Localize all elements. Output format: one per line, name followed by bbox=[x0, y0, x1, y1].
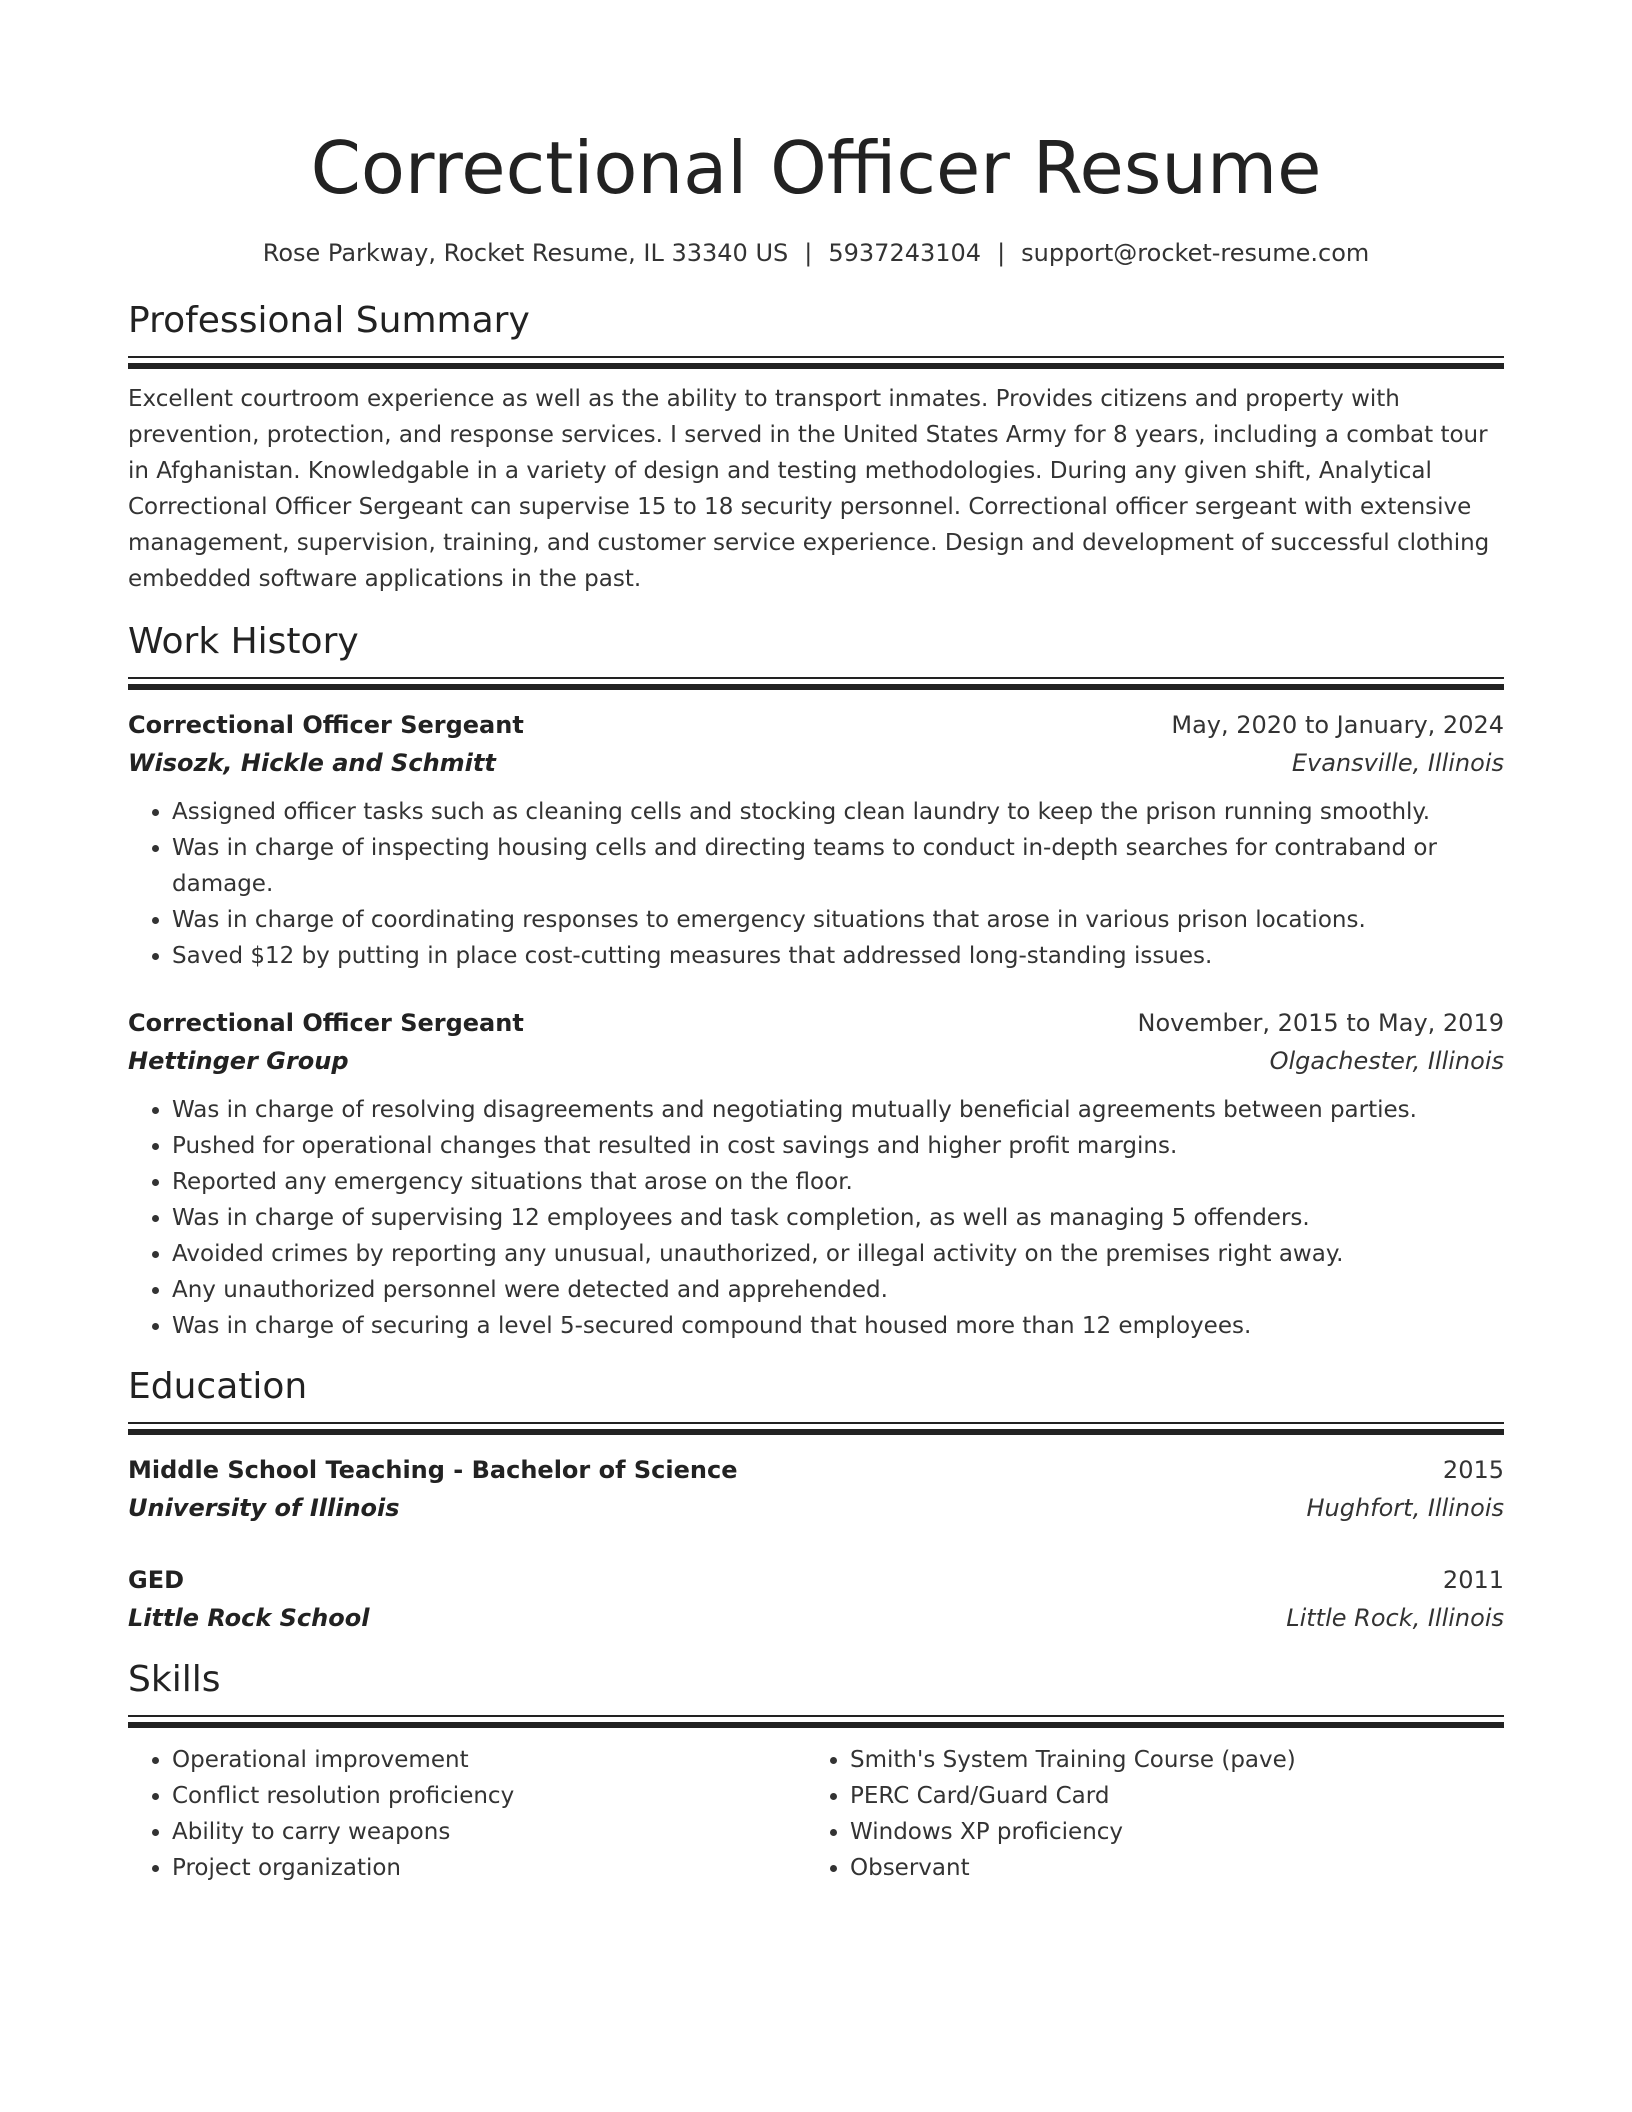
section-divider bbox=[128, 363, 1504, 369]
job-bullet: • Was in charge of resolving disagreements and negotiating mutually beneficial agreements between parties. bbox=[172, 1092, 1504, 1128]
section-divider bbox=[128, 684, 1504, 690]
skill-item: • Operational improvement bbox=[172, 1742, 806, 1778]
education-location: Little Rock, Illinois bbox=[1286, 1604, 1504, 1632]
job-title: Correctional Officer Sergeant bbox=[128, 1009, 524, 1037]
section-divider bbox=[128, 1429, 1504, 1435]
contact-separator: | bbox=[804, 239, 813, 267]
skills-list-left bbox=[128, 1742, 806, 1886]
job-subheader bbox=[128, 744, 1504, 782]
skills-section bbox=[128, 1659, 1504, 1886]
education-year: 2011 bbox=[1442, 1566, 1504, 1594]
job-bullet: • Pushed for operational changes that resulted in cost savings and higher profit margins. bbox=[172, 1128, 1504, 1164]
education-header bbox=[128, 1451, 1504, 1489]
work-section bbox=[128, 621, 1504, 1344]
section-heading-work: Work History bbox=[128, 621, 359, 662]
job-bullet: • Was in charge of securing a level 5-secured compound that housed more than 12 employees. bbox=[172, 1308, 1504, 1344]
section-divider bbox=[128, 356, 1504, 358]
job-bullet: • Was in charge of supervising 12 employees and task completion, as well as managing 5 offenders. bbox=[172, 1200, 1504, 1236]
skill-item: • PERC Card/Guard Card bbox=[850, 1778, 1484, 1814]
education-degree: GED bbox=[128, 1566, 185, 1594]
contact-line bbox=[128, 238, 1504, 268]
job-header bbox=[128, 1004, 1504, 1042]
education-section bbox=[128, 1366, 1504, 1637]
job-title: Correctional Officer Sergeant bbox=[128, 711, 524, 739]
skills-list-right bbox=[806, 1742, 1484, 1886]
skill-item: • Smith's System Training Course (pave) bbox=[850, 1742, 1484, 1778]
contact-phone: 5937243104 bbox=[828, 239, 982, 267]
job-dates: November, 2015 to May, 2019 bbox=[1137, 1009, 1504, 1037]
education-school: University of Illinois bbox=[128, 1494, 400, 1522]
job-location: Evansville, Illinois bbox=[1291, 749, 1504, 777]
job-company: Hettinger Group bbox=[128, 1047, 349, 1075]
section-divider bbox=[128, 1715, 1504, 1717]
education-subheader bbox=[128, 1599, 1504, 1637]
job-bullet: • Assigned officer tasks such as cleaning cells and stocking clean laundry to keep the prison running smoothly. bbox=[172, 794, 1504, 830]
job-bullet: • Avoided crimes by reporting any unusual, unauthorized, or illegal activity on the premises right away. bbox=[172, 1236, 1504, 1272]
resume-page bbox=[128, 0, 1504, 1886]
job-bullet: • Was in charge of coordinating responses to emergency situations that arose in various prison locations. bbox=[172, 902, 1504, 938]
job-bullet: • Saved $12 by putting in place cost-cutting measures that addressed long-standing issues. bbox=[172, 938, 1504, 974]
resume-title: Correctional Officer Resume bbox=[310, 126, 1322, 210]
education-year: 2015 bbox=[1442, 1456, 1504, 1484]
section-divider bbox=[128, 1722, 1504, 1728]
skill-item: • Ability to carry weapons bbox=[172, 1814, 806, 1850]
skill-item: • Conflict resolution proficiency bbox=[172, 1778, 806, 1814]
skill-item: • Windows XP proficiency bbox=[850, 1814, 1484, 1850]
job-bullet: • Reported any emergency situations that arose on the floor. bbox=[172, 1164, 1504, 1200]
job-subheader bbox=[128, 1042, 1504, 1080]
section-heading-education: Education bbox=[128, 1366, 308, 1407]
job-location: Olgachester, Illinois bbox=[1269, 1047, 1504, 1075]
section-divider bbox=[128, 1422, 1504, 1424]
summary-text: Excellent courtroom experience as well as the ability to transport inmates. Provides citizens and property with prevention, protection, and response services. I served in the United States Army for 8 years, including a combat tour in Afghanistan. Knowledgable in a variety of design and testing methodologies. During any given shift, Analytical Correctional Officer Sergeant can supervise 15 to 18 security personnel. Correctional officer sergeant with extensive management, supervision, training, and customer service experience. Design and development of successful clothing embedded software applications in the past. bbox=[128, 386, 1490, 592]
job-entry bbox=[128, 1004, 1504, 1344]
skills-columns bbox=[128, 1742, 1504, 1886]
job-header bbox=[128, 706, 1504, 744]
job-entry bbox=[128, 706, 1504, 974]
section-heading-summary: Professional Summary bbox=[128, 300, 530, 341]
job-company: Wisozk, Hickle and Schmitt bbox=[128, 749, 496, 777]
education-school: Little Rock School bbox=[128, 1604, 370, 1632]
education-subheader bbox=[128, 1489, 1504, 1527]
contact-address: Rose Parkway, Rocket Resume, IL 33340 US bbox=[262, 239, 789, 267]
summary-section bbox=[128, 300, 1504, 597]
job-bullets bbox=[128, 1092, 1504, 1344]
education-location: Hughfort, Illinois bbox=[1306, 1494, 1504, 1522]
contact-email: support@rocket-resume.com bbox=[1021, 239, 1370, 267]
section-heading-skills: Skills bbox=[128, 1659, 221, 1700]
job-dates: May, 2020 to January, 2024 bbox=[1171, 711, 1504, 739]
section-divider bbox=[128, 677, 1504, 679]
skill-item: • Project organization bbox=[172, 1850, 806, 1886]
education-header bbox=[128, 1561, 1504, 1599]
education-entry bbox=[128, 1451, 1504, 1527]
education-degree: Middle School Teaching - Bachelor of Science bbox=[128, 1456, 738, 1484]
contact-separator: | bbox=[997, 239, 1006, 267]
education-entry bbox=[128, 1561, 1504, 1637]
job-bullets bbox=[128, 794, 1504, 974]
skill-item: • Observant bbox=[850, 1850, 1484, 1886]
job-bullet: • Any unauthorized personnel were detected and apprehended. bbox=[172, 1272, 1504, 1308]
job-bullet: • Was in charge of inspecting housing cells and directing teams to conduct in-depth searches for contraband or damage. bbox=[172, 830, 1504, 902]
